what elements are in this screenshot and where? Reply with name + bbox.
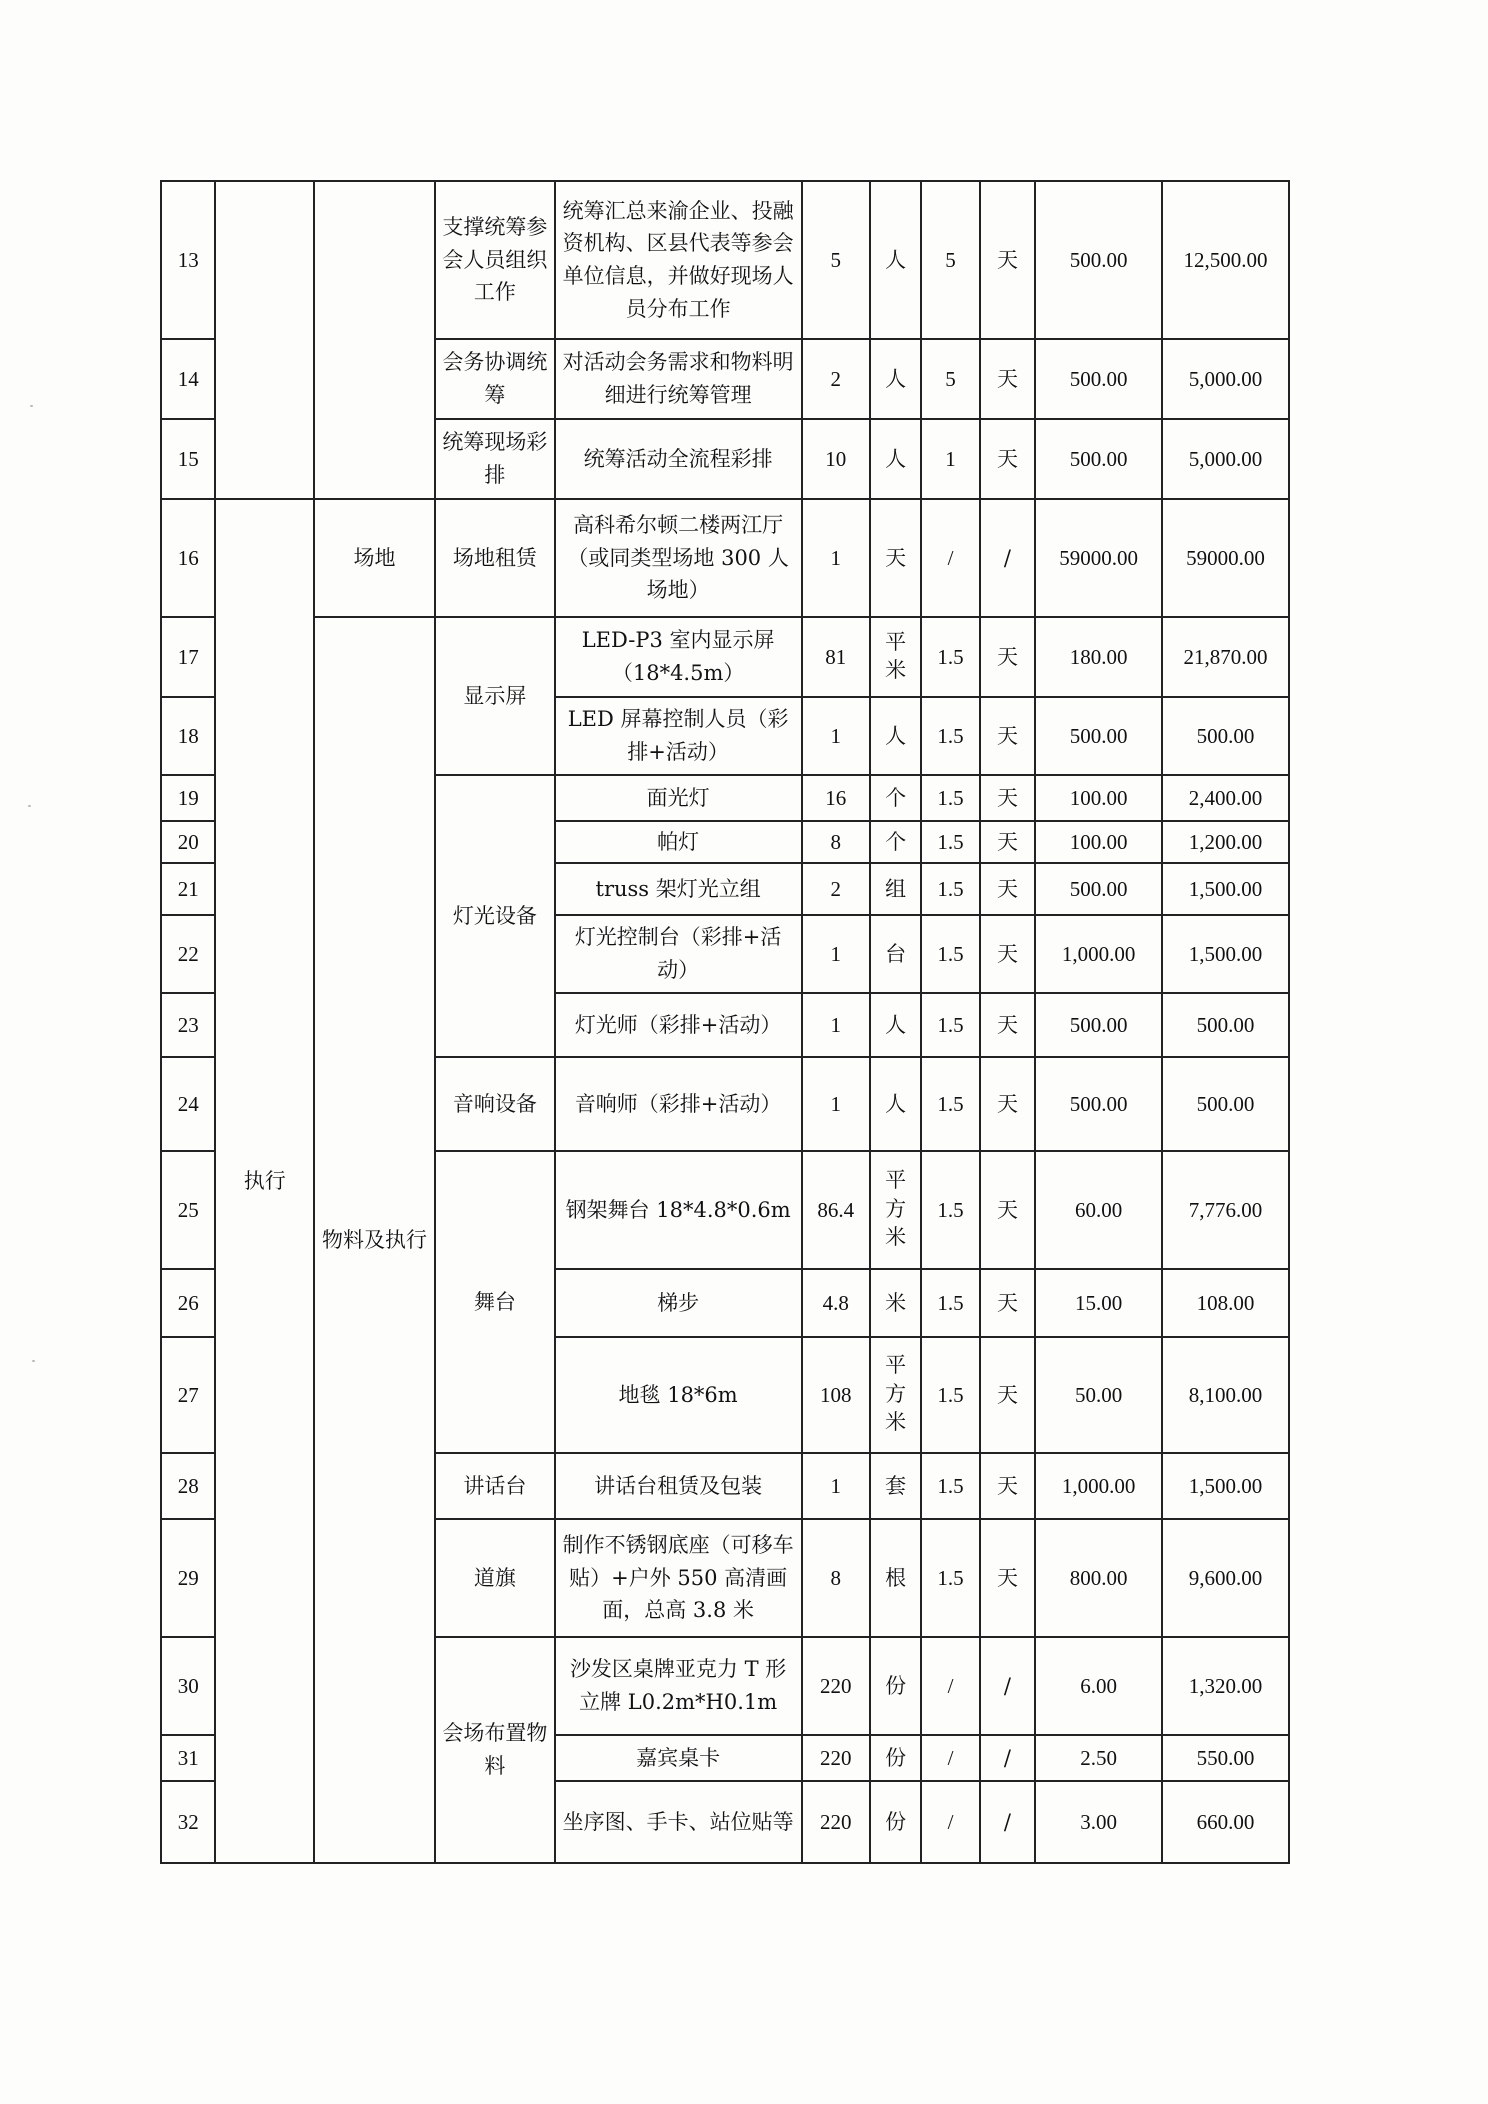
scan-speck xyxy=(32,1360,35,1362)
unit-price: 60.00 xyxy=(1035,1151,1162,1269)
duration: / xyxy=(921,1781,979,1863)
item-description: 梯步 xyxy=(555,1269,802,1337)
row-number: 18 xyxy=(161,697,215,775)
subtotal: 12,500.00 xyxy=(1162,181,1289,339)
item-description: 面光灯 xyxy=(555,775,802,821)
quantity: 108 xyxy=(802,1337,870,1453)
table-row xyxy=(161,181,1289,339)
row-number: 30 xyxy=(161,1637,215,1735)
unit-price: 100.00 xyxy=(1035,821,1162,863)
item-description: 地毯 18*6m xyxy=(555,1337,802,1453)
subtotal: 1,500.00 xyxy=(1162,1453,1289,1519)
unit: 平米 xyxy=(870,617,921,697)
duration-unit: / xyxy=(980,1637,1035,1735)
item-description: truss 架灯光立组 xyxy=(555,863,802,915)
quantity: 81 xyxy=(802,617,870,697)
row-number: 32 xyxy=(161,1781,215,1863)
item-description: 嘉宾桌卡 xyxy=(555,1735,802,1781)
quantity: 86.4 xyxy=(802,1151,870,1269)
duration: 1.5 xyxy=(921,617,979,697)
row-number: 20 xyxy=(161,821,215,863)
subtotal: 2,400.00 xyxy=(1162,775,1289,821)
duration: 1.5 xyxy=(921,821,979,863)
item-description: 高科希尔顿二楼两江厅（或同类型场地 300 人场地） xyxy=(555,499,802,617)
duration-unit: 天 xyxy=(980,419,1035,499)
quantity: 220 xyxy=(802,1781,870,1863)
unit: 组 xyxy=(870,863,921,915)
duration-unit: 天 xyxy=(980,915,1035,993)
duration-unit: 天 xyxy=(980,697,1035,775)
duration-unit: / xyxy=(980,1735,1035,1781)
duration-unit: / xyxy=(980,1781,1035,1863)
unit: 份 xyxy=(870,1637,921,1735)
duration: 1.5 xyxy=(921,1151,979,1269)
row-number: 31 xyxy=(161,1735,215,1781)
duration: / xyxy=(921,499,979,617)
subtotal: 108.00 xyxy=(1162,1269,1289,1337)
unit-price: 1,000.00 xyxy=(1035,915,1162,993)
unit-price: 6.00 xyxy=(1035,1637,1162,1735)
unit: 份 xyxy=(870,1781,921,1863)
duration-unit: / xyxy=(980,499,1035,617)
duration: 1.5 xyxy=(921,1453,979,1519)
category-execute: 执行 xyxy=(215,499,314,1863)
row-number: 26 xyxy=(161,1269,215,1337)
quantity: 2 xyxy=(802,863,870,915)
duration: 1.5 xyxy=(921,1337,979,1453)
duration-unit: 天 xyxy=(980,1519,1035,1637)
subtotal: 5,000.00 xyxy=(1162,419,1289,499)
duration: 1 xyxy=(921,419,979,499)
duration-unit: 天 xyxy=(980,339,1035,419)
duration: 1.5 xyxy=(921,915,979,993)
quantity: 4.8 xyxy=(802,1269,870,1337)
quantity: 2 xyxy=(802,339,870,419)
table-row xyxy=(161,617,1289,697)
unit: 平方米 xyxy=(870,1337,921,1453)
unit-price: 500.00 xyxy=(1035,339,1162,419)
unit: 人 xyxy=(870,993,921,1057)
row-number: 19 xyxy=(161,775,215,821)
unit: 平方米 xyxy=(870,1151,921,1269)
duration-unit: 天 xyxy=(980,821,1035,863)
unit: 份 xyxy=(870,1735,921,1781)
subtotal: 550.00 xyxy=(1162,1735,1289,1781)
row-number: 16 xyxy=(161,499,215,617)
item-description: 灯光控制台（彩排+活动） xyxy=(555,915,802,993)
subtotal: 1,500.00 xyxy=(1162,915,1289,993)
item-audio: 音响设备 xyxy=(435,1057,555,1151)
quantity: 8 xyxy=(802,1519,870,1637)
quantity: 8 xyxy=(802,821,870,863)
unit: 米 xyxy=(870,1269,921,1337)
duration: 5 xyxy=(921,181,979,339)
duration-unit: 天 xyxy=(980,993,1035,1057)
scan-speck xyxy=(30,405,33,407)
unit: 套 xyxy=(870,1453,921,1519)
quantity: 1 xyxy=(802,499,870,617)
subtotal: 9,600.00 xyxy=(1162,1519,1289,1637)
subtotal: 500.00 xyxy=(1162,697,1289,775)
duration: 5 xyxy=(921,339,979,419)
item-name: 会务协调统筹 xyxy=(435,339,555,419)
subtotal: 21,870.00 xyxy=(1162,617,1289,697)
item-name: 支撑统筹参会人员组织工作 xyxy=(435,181,555,339)
duration: 1.5 xyxy=(921,1057,979,1151)
item-description: 沙发区桌牌亚克力 T 形立牌 L0.2m*H0.1m xyxy=(555,1637,802,1735)
item-description: 讲话台租赁及包装 xyxy=(555,1453,802,1519)
quantity: 1 xyxy=(802,1453,870,1519)
unit: 台 xyxy=(870,915,921,993)
duration-unit: 天 xyxy=(980,617,1035,697)
subtotal: 660.00 xyxy=(1162,1781,1289,1863)
unit: 人 xyxy=(870,419,921,499)
item-description: 统筹汇总来渝企业、投融资机构、区县代表等参会单位信息，并做好现场人员分布工作 xyxy=(555,181,802,339)
row-number: 22 xyxy=(161,915,215,993)
unit-price: 500.00 xyxy=(1035,697,1162,775)
unit-price: 15.00 xyxy=(1035,1269,1162,1337)
duration: 1.5 xyxy=(921,993,979,1057)
table-row xyxy=(161,499,1289,617)
unit: 天 xyxy=(870,499,921,617)
unit-price: 180.00 xyxy=(1035,617,1162,697)
row-number: 24 xyxy=(161,1057,215,1151)
row-number: 28 xyxy=(161,1453,215,1519)
item-lighting: 灯光设备 xyxy=(435,775,555,1057)
unit: 人 xyxy=(870,181,921,339)
item-stage: 舞台 xyxy=(435,1151,555,1453)
item-description: 坐序图、手卡、站位贴等 xyxy=(555,1781,802,1863)
item-description: 灯光师（彩排+活动） xyxy=(555,993,802,1057)
item-description: 音响师（彩排+活动） xyxy=(555,1057,802,1151)
row-number: 25 xyxy=(161,1151,215,1269)
item-name: 场地租赁 xyxy=(435,499,555,617)
row-number: 29 xyxy=(161,1519,215,1637)
subcategory-cell-empty xyxy=(314,181,435,499)
item-description: 统筹活动全流程彩排 xyxy=(555,419,802,499)
duration: 1.5 xyxy=(921,775,979,821)
subtotal: 5,000.00 xyxy=(1162,339,1289,419)
unit: 根 xyxy=(870,1519,921,1637)
duration-unit: 天 xyxy=(980,181,1035,339)
unit-price: 500.00 xyxy=(1035,419,1162,499)
subtotal: 500.00 xyxy=(1162,1057,1289,1151)
row-number: 23 xyxy=(161,993,215,1057)
unit-price: 500.00 xyxy=(1035,1057,1162,1151)
item-description: 帕灯 xyxy=(555,821,802,863)
unit-price: 500.00 xyxy=(1035,993,1162,1057)
duration: 1.5 xyxy=(921,1519,979,1637)
unit: 人 xyxy=(870,339,921,419)
subcategory-materials: 物料及执行 xyxy=(314,617,435,1863)
row-number: 17 xyxy=(161,617,215,697)
subtotal: 8,100.00 xyxy=(1162,1337,1289,1453)
duration-unit: 天 xyxy=(980,1269,1035,1337)
subtotal: 1,200.00 xyxy=(1162,821,1289,863)
duration-unit: 天 xyxy=(980,1057,1035,1151)
item-podium: 讲话台 xyxy=(435,1453,555,1519)
unit: 人 xyxy=(870,697,921,775)
item-description: LED 屏幕控制人员（彩排+活动） xyxy=(555,697,802,775)
duration: 1.5 xyxy=(921,1269,979,1337)
row-number: 15 xyxy=(161,419,215,499)
subcategory-venue: 场地 xyxy=(314,499,435,617)
subtotal: 59000.00 xyxy=(1162,499,1289,617)
quantity: 10 xyxy=(802,419,870,499)
item-display: 显示屏 xyxy=(435,617,555,775)
duration: / xyxy=(921,1735,979,1781)
item-decor: 会场布置物料 xyxy=(435,1637,555,1863)
duration: / xyxy=(921,1637,979,1735)
duration-unit: 天 xyxy=(980,1453,1035,1519)
row-number: 21 xyxy=(161,863,215,915)
unit-price: 3.00 xyxy=(1035,1781,1162,1863)
unit: 个 xyxy=(870,775,921,821)
scan-speck xyxy=(28,805,31,807)
row-number: 13 xyxy=(161,181,215,339)
item-description: 钢架舞台 18*4.8*0.6m xyxy=(555,1151,802,1269)
unit-price: 50.00 xyxy=(1035,1337,1162,1453)
subtotal: 7,776.00 xyxy=(1162,1151,1289,1269)
quantity: 16 xyxy=(802,775,870,821)
quantity: 220 xyxy=(802,1735,870,1781)
duration-unit: 天 xyxy=(980,1151,1035,1269)
quantity: 1 xyxy=(802,915,870,993)
quantity: 1 xyxy=(802,993,870,1057)
item-description: LED-P3 室内显示屏（18*4.5m） xyxy=(555,617,802,697)
duration: 1.5 xyxy=(921,697,979,775)
row-number: 27 xyxy=(161,1337,215,1453)
unit: 个 xyxy=(870,821,921,863)
duration-unit: 天 xyxy=(980,775,1035,821)
unit-price: 100.00 xyxy=(1035,775,1162,821)
unit: 人 xyxy=(870,1057,921,1151)
item-description: 对活动会务需求和物料明细进行统筹管理 xyxy=(555,339,802,419)
unit-price: 500.00 xyxy=(1035,181,1162,339)
duration-unit: 天 xyxy=(980,863,1035,915)
duration-unit: 天 xyxy=(980,1337,1035,1453)
unit-price: 500.00 xyxy=(1035,863,1162,915)
duration: 1.5 xyxy=(921,863,979,915)
unit-price: 800.00 xyxy=(1035,1519,1162,1637)
unit-price: 1,000.00 xyxy=(1035,1453,1162,1519)
quantity: 220 xyxy=(802,1637,870,1735)
category-cell-empty xyxy=(215,181,314,499)
unit-price: 2.50 xyxy=(1035,1735,1162,1781)
unit-price: 59000.00 xyxy=(1035,499,1162,617)
item-name: 统筹现场彩排 xyxy=(435,419,555,499)
item-description: 制作不锈钢底座（可移车贴）+户外 550 高清画面，总高 3.8 米 xyxy=(555,1519,802,1637)
quantity: 5 xyxy=(802,181,870,339)
quantity: 1 xyxy=(802,1057,870,1151)
subtotal: 1,320.00 xyxy=(1162,1637,1289,1735)
quantity: 1 xyxy=(802,697,870,775)
budget-table xyxy=(160,180,1290,1864)
item-flag: 道旗 xyxy=(435,1519,555,1637)
subtotal: 500.00 xyxy=(1162,993,1289,1057)
subtotal: 1,500.00 xyxy=(1162,863,1289,915)
row-number: 14 xyxy=(161,339,215,419)
